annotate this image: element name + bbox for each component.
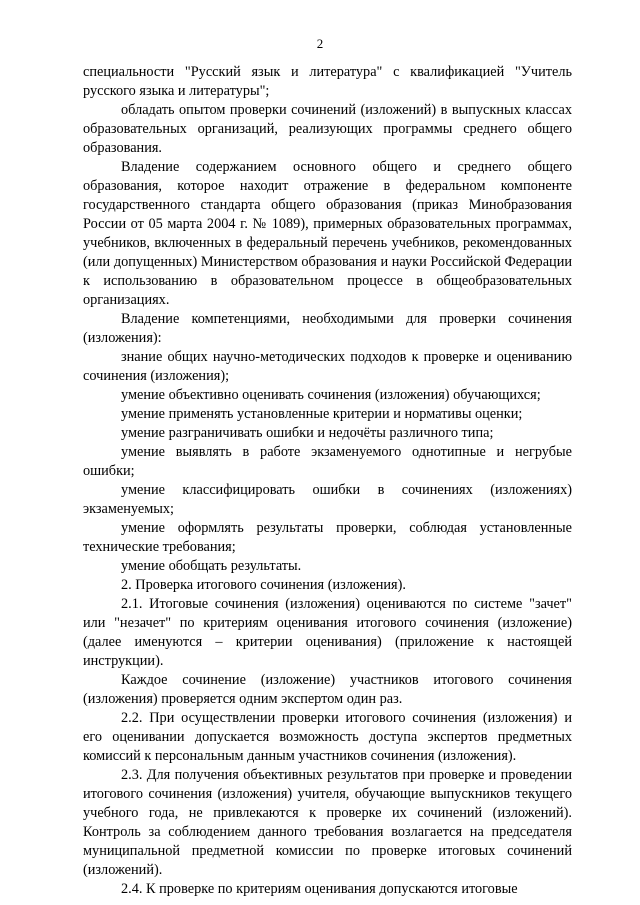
paragraph: умение применять установленные критерии и нормативы оценки;	[121, 406, 523, 422]
paragraph: умение обобщать результаты.	[121, 558, 302, 574]
document-body	[83, 63, 572, 899]
page-number: 2	[316, 36, 324, 51]
paragraph: 2.2. При осуществлении проверки итогового сочинения (изложения) и его оценивании допускается возможность доступа экспертов предметных комиссий к персональным данным участников сочинения (изложения).	[83, 710, 572, 764]
section-heading: 2. Проверка итогового сочинения (изложения).	[121, 577, 406, 593]
paragraph: Владение содержанием основного общего и среднего общего образования, которое находит отражение в федеральном компоненте государственного стандарта общего образования (приказ Минобразования России от 05 марта 2004 г. № 1089), примерных образовательных программах, учебников, включенных в федеральный перечень учебников, рекомендованных (или допущенных) Министерством образования и науки Российской Федерации к использованию в образовательном процессе в общеобразовательных организациях.	[83, 159, 572, 308]
paragraph: умение разграничивать ошибки и недочёты различного типа;	[121, 425, 494, 441]
paragraph: умение классифицировать ошибки в сочинениях (изложениях) экзаменуемых;	[83, 482, 572, 517]
paragraph: Каждое сочинение (изложение) участников итогового сочинения (изложения) проверяется одним экспертом один раз.	[83, 672, 572, 707]
paragraph: 2.1. Итоговые сочинения (изложения) оцениваются по системе "зачет" или "незачет" по критериям оценивания итогового сочинения (изложение) (далее именуются – критерии оценивания) (приложение к настоящей инструкции).	[83, 596, 572, 669]
paragraph: умение объективно оценивать сочинения (изложения) обучающихся;	[121, 387, 541, 403]
paragraph: обладать опытом проверки сочинений (изложений) в выпускных классах образовательных организаций, реализующих программы среднего общего образования.	[83, 102, 572, 156]
paragraph: умение оформлять результаты проверки, соблюдая установленные технические требования;	[83, 520, 572, 555]
paragraph: умение выявлять в работе экзаменуемого однотипные и негрубые ошибки;	[83, 444, 572, 479]
paragraph: знание общих научно-методических подходов к проверке и оцениванию сочинения (изложения);	[83, 349, 572, 384]
paragraph: 2.4. К проверке по критериям оценивания допускаются итоговые	[121, 881, 518, 897]
paragraph: специальности "Русский язык и литература" с квалификацией "Учитель русского языка и литературы";	[83, 64, 572, 99]
paragraph: 2.3. Для получения объективных результатов при проверке и проведении итогового сочинения (изложения) учителя, обучающие выпускников текущего учебного года, не привлекаются к проверке их сочинений (изложений). Контроль за соблюдением данного требования возлагается на председателя муниципальной предметной комиссии по проверке итоговых сочинений (изложений).	[83, 767, 572, 878]
paragraph: Владение компетенциями, необходимыми для проверки сочинения (изложения):	[83, 311, 572, 346]
